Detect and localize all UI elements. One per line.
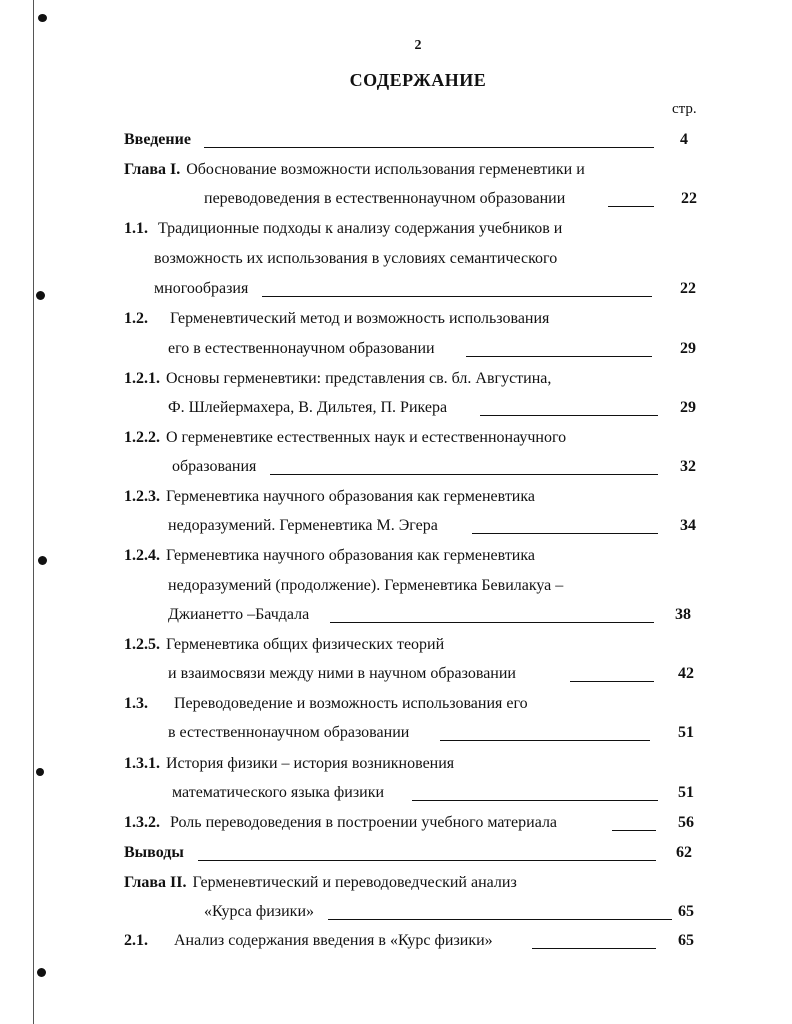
punch-hole-mark: [38, 556, 47, 565]
toc-entry-chapter-1-cont: [204, 188, 654, 210]
toc-entry-intro: [124, 129, 654, 151]
punch-hole-mark: [37, 968, 46, 977]
toc-entry-conclusions: [124, 842, 656, 864]
toc-text: Переводоведение и возможность использования его: [174, 695, 528, 712]
scan-edge-line: [33, 0, 34, 1024]
toc-page: 51: [678, 784, 694, 801]
toc-entry-2-1: [124, 930, 656, 952]
punch-hole-mark: [36, 768, 44, 776]
toc-entry-1-2-2-cont: [172, 456, 658, 478]
toc-number: 1.2.1.: [124, 370, 160, 387]
toc-text: в естественнонаучном образовании: [168, 724, 410, 741]
leader-line: [204, 147, 654, 148]
toc-number: 1.3.: [124, 695, 148, 712]
leader-line: [472, 533, 658, 534]
toc-entry-1-3-1: [124, 753, 644, 775]
toc-text: История физики – история возникновения: [166, 755, 455, 772]
punch-hole-mark: [36, 291, 45, 300]
toc-text: Джианетто –Бачдала: [168, 606, 310, 623]
leader-line: [480, 415, 658, 416]
toc-text: Герменевтический метод и возможность использования: [170, 310, 550, 327]
toc-text: О герменевтике естественных наук и естественнонаучного: [166, 429, 567, 446]
toc-entry-1-2-1-cont: [168, 397, 658, 419]
toc-page: 29: [680, 340, 696, 357]
toc-number: 1.2.2.: [124, 429, 160, 446]
toc-page: 56: [678, 814, 694, 831]
toc-page: 32: [680, 458, 696, 475]
toc-page: 51: [678, 724, 694, 741]
toc-page: 65: [678, 903, 694, 920]
toc-text: Ф. Шлейермахера, В. Дильтея, П. Рикера: [168, 399, 448, 416]
leader-line: [608, 206, 654, 207]
toc-text: Герменевтический и переводоведческий анализ: [192, 874, 517, 891]
toc-entry-1-1-cont2: [154, 278, 652, 300]
toc-entry-chapter-1: [124, 159, 684, 181]
toc-text: Анализ содержания введения в «Курс физики»: [174, 932, 493, 949]
leader-line: [532, 948, 656, 949]
toc-entry-1-2-2: [124, 427, 644, 449]
toc-entry-chapter-2: [124, 872, 644, 894]
toc-text: Роль переводоведения в построении учебного материала: [170, 814, 558, 831]
toc-page: 34: [680, 517, 696, 534]
toc-number: 1.3.1.: [124, 755, 160, 772]
toc-number: 1.2.: [124, 310, 148, 327]
leader-line: [198, 860, 656, 861]
toc-text: многообразия: [154, 280, 249, 297]
toc-number: 1.2.4.: [124, 547, 160, 564]
punch-hole-mark: [38, 14, 47, 22]
toc-text: Традиционные подходы к анализу содержания учебников и: [158, 220, 563, 237]
toc-entry-1-1: [124, 218, 644, 240]
toc-number: 1.2.5.: [124, 636, 160, 653]
page-title: СОДЕРЖАНИЕ: [349, 70, 487, 90]
toc-entry-1-2-3: [124, 486, 644, 508]
toc-entry-1-2-4-cont2: [168, 604, 654, 626]
leader-line: [328, 919, 672, 920]
toc-text: возможность их использования в условиях семантического: [154, 250, 558, 267]
toc-page: 22: [681, 190, 697, 207]
leader-line: [330, 622, 654, 623]
toc-page: 4: [680, 131, 688, 148]
toc-entry-1-2-4: [124, 545, 644, 567]
toc-entry-1-2: [124, 308, 644, 330]
toc-entry-1-2-4-cont: [168, 575, 648, 597]
toc-number: 1.3.2.: [124, 814, 160, 831]
toc-text: недоразумений (продолжение). Герменевтика Бевилакуа –: [168, 577, 564, 594]
toc-page: 38: [675, 606, 691, 623]
leader-line: [440, 740, 650, 741]
toc-entry-1-2-cont: [168, 338, 652, 360]
toc-entry-1-2-1: [124, 368, 644, 390]
toc-entry-1-2-3-cont: [168, 515, 658, 537]
toc-page: 62: [676, 844, 692, 861]
page-number: 2: [414, 38, 422, 53]
toc-entry-1-3-2: [124, 812, 656, 834]
toc-text: Основы герменевтики: представления св. бл. Августина,: [166, 370, 552, 387]
toc-text: математического языка физики: [172, 784, 385, 801]
toc-text: образования: [172, 458, 257, 475]
leader-line: [270, 474, 658, 475]
toc-page: 65: [678, 932, 694, 949]
toc-number: 1.2.3.: [124, 488, 160, 505]
leader-line: [262, 296, 652, 297]
toc-page: 29: [680, 399, 696, 416]
toc-text: Герменевтика научного образования как герменевтика: [166, 488, 535, 505]
toc-text: «Курса физики»: [204, 903, 315, 920]
toc-entry-1-2-5-cont: [168, 663, 654, 685]
toc-entry-1-3-1-cont: [172, 782, 658, 804]
toc-label: Введение: [124, 131, 191, 148]
toc-text: недоразумений. Герменевтика М. Эгера: [168, 517, 438, 534]
leader-line: [570, 681, 654, 682]
toc-text: переводоведения в естественнонаучном образовании: [204, 190, 566, 207]
toc-entry-1-1-cont: [154, 248, 614, 270]
toc-number: 2.1.: [124, 932, 148, 949]
toc-text: Герменевтика общих физических теорий: [166, 636, 445, 653]
page-column-label: стр.: [672, 101, 697, 117]
toc-label: Выводы: [124, 844, 184, 861]
leader-line: [612, 830, 656, 831]
toc-text: его в естественнонаучном образовании: [168, 340, 435, 357]
toc-number: 1.1.: [124, 220, 148, 237]
toc-entry-1-2-5: [124, 634, 644, 656]
leader-line: [466, 356, 652, 357]
toc-number: Глава I.: [124, 161, 181, 178]
toc-text: и взаимосвязи между ними в научном образовании: [168, 665, 516, 682]
toc-text: Герменевтика научного образования как герменевтика: [166, 547, 535, 564]
toc-page: 42: [678, 665, 694, 682]
toc-text: Обоснование возможности использования герменевтики и: [186, 161, 585, 178]
toc-entry-chapter-2-cont: [204, 901, 672, 923]
toc-page: 22: [680, 280, 696, 297]
toc-entry-1-3-cont: [168, 722, 650, 744]
toc-entry-1-3: [124, 693, 644, 715]
leader-line: [412, 800, 658, 801]
toc-number: Глава II.: [124, 874, 187, 891]
